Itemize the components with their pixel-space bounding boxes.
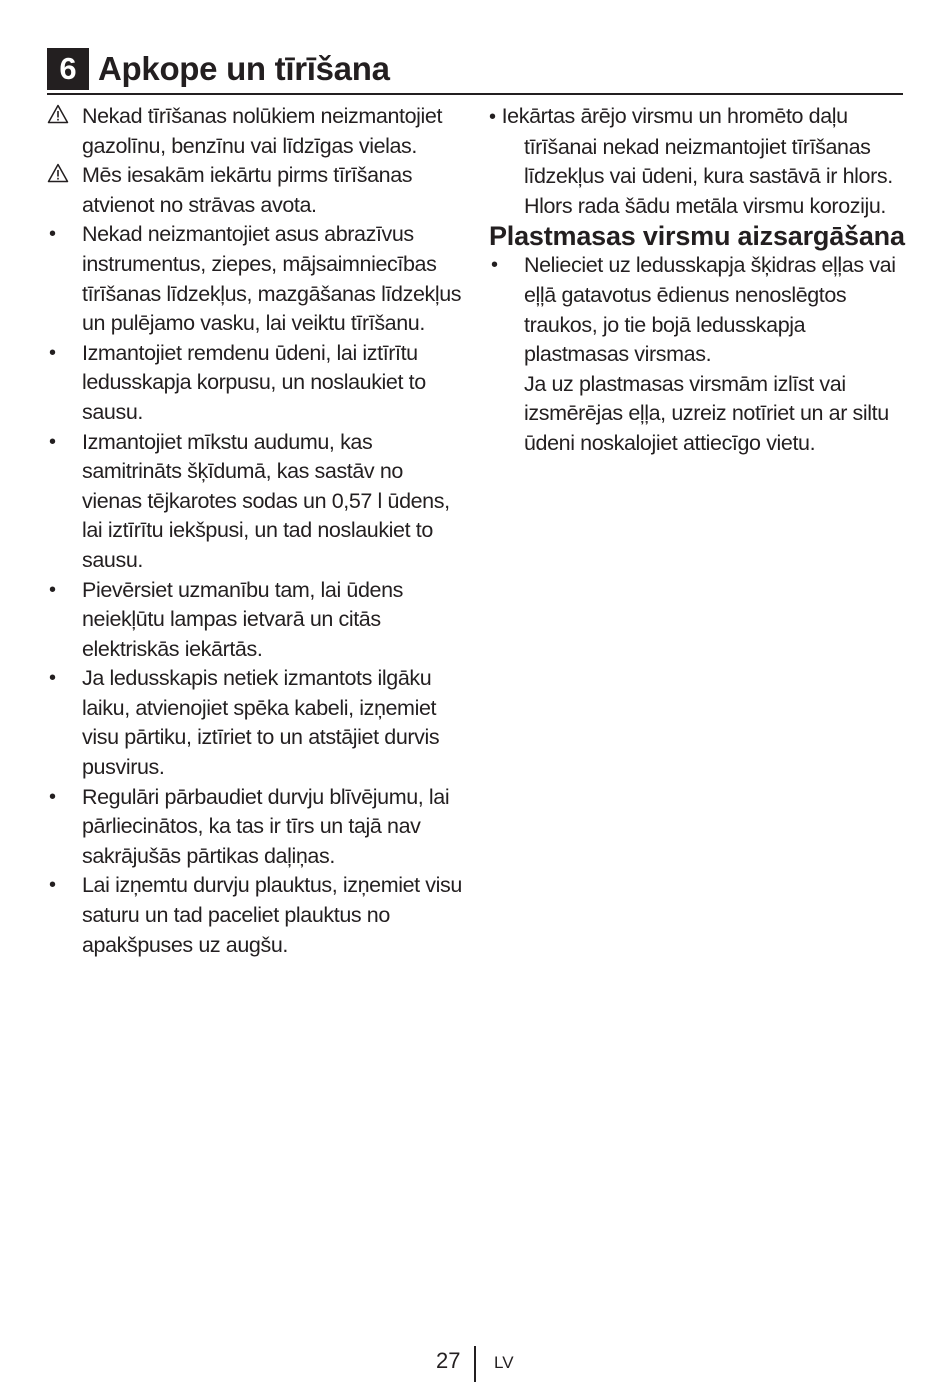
left-column	[47, 102, 467, 960]
list-item	[47, 783, 467, 872]
bullet-icon: •	[49, 785, 56, 808]
list-item	[47, 220, 467, 338]
list-item	[489, 251, 909, 369]
bullet-icon: •	[49, 223, 56, 246]
exterior-cleaning-rest: tīrīšanai nekad neizmantojiet tīrīšanas līdzekļus vai ūdeni, kura sastāvā ir hlors. Hlors rada šādu metāla virsmu koroziju.	[524, 134, 893, 218]
list-item-text: Nekad neizmantojiet asus abrazīvus instrumentus, ziepes, mājsaimniecības tīrīšanas līdzekļus, mazgāšanas līdzekļus un pulējamo vasku, lai veiktu tīrīšanu.	[82, 222, 462, 336]
list-item	[47, 576, 467, 665]
list-item	[47, 161, 467, 220]
list-item-text: Ja ledusskapis netiek izmantots ilgāku laiku, atvienojiet spēka kabeli, izņemiet visu pārtiku, iztīriet to un atstājiet durvis pusvirus.	[82, 666, 440, 780]
left-item-list	[47, 102, 467, 960]
section-title: Apkope un tīrīšana	[98, 50, 390, 87]
list-item	[47, 664, 467, 782]
section-header	[47, 47, 903, 95]
list-item-text: Izmantojiet remdenu ūdeni, lai iztīrītu ledusskapja korpusu, un noslaukiet to sausu.	[82, 340, 426, 424]
bullet-icon: •	[49, 430, 56, 453]
plastic-follow-paragraph: Ja uz plastmasas virsmām izlīst vai izsmērējas eļļa, uzreiz notīriet un ar siltu ūdeni noskalojiet attiecīgo vietu.	[524, 371, 889, 455]
page-number: 27	[436, 1348, 461, 1373]
page-footer	[0, 1344, 950, 1384]
list-item-text: Regulāri pārbaudiet durvju blīvējumu, lai pārliecinātos, ka tas ir tīrs un tajā nav sakrājušās pārtikas daļiņas.	[82, 784, 450, 868]
bullet-icon: •	[49, 667, 56, 690]
exterior-cleaning-first-line: Iekārtas ārējo virsmu un hromēto daļu	[501, 104, 848, 128]
warning-icon	[47, 102, 77, 132]
bullet-icon: •	[49, 341, 56, 364]
plastic-item-text: Nelieciet uz ledusskapja šķidras eļļas vai eļļā gatavotus ēdienus nenoslēgtos traukos, jo tie bojā ledusskapja plastmasas virsmas.	[524, 253, 896, 367]
list-item	[47, 428, 467, 576]
list-item	[47, 339, 467, 428]
list-item	[47, 102, 467, 161]
list-item-text: Pievērsiet uzmanību tam, lai ūdens neiekļūtu lampas ietvarā un citās elektriskās iekārtās.	[82, 577, 404, 661]
bullet-icon: •	[489, 106, 496, 128]
bullet-icon: •	[49, 578, 56, 601]
list-item-text: Nekad tīrīšanas nolūkiem neizmantojiet gazolīnu, benzīnu vai līdzīgas vielas.	[82, 104, 443, 158]
section-number: 6	[47, 48, 89, 90]
list-item-text: Lai izņemtu durvju plauktus, izņemiet visu saturu un tad paceliet plauktus no apakšpuses uz augšu.	[82, 873, 462, 957]
language-code: LV	[494, 1353, 514, 1372]
list-item	[47, 871, 467, 960]
right-column	[489, 102, 909, 459]
warning-icon	[47, 161, 77, 191]
bullet-icon: •	[49, 874, 56, 897]
subheading-plastic-protection: Plastmasas virsmu aizsargāšana	[489, 221, 905, 252]
right-item-list	[489, 251, 909, 369]
list-item-text: Mēs iesakām iekārtu pirms tīrīšanas atvienot no strāvas avota.	[82, 163, 413, 217]
exterior-cleaning-item	[489, 102, 909, 133]
footer-divider	[474, 1346, 476, 1382]
bullet-icon: •	[491, 254, 498, 277]
list-item-text: Izmantojiet mīkstu audumu, kas samitrināts šķīdumā, kas sastāv no vienas tējkarotes sodas un 0,57 l ūdens, lai iztīrītu iekšpusi, un tad noslaukiet to sausu.	[82, 429, 450, 572]
